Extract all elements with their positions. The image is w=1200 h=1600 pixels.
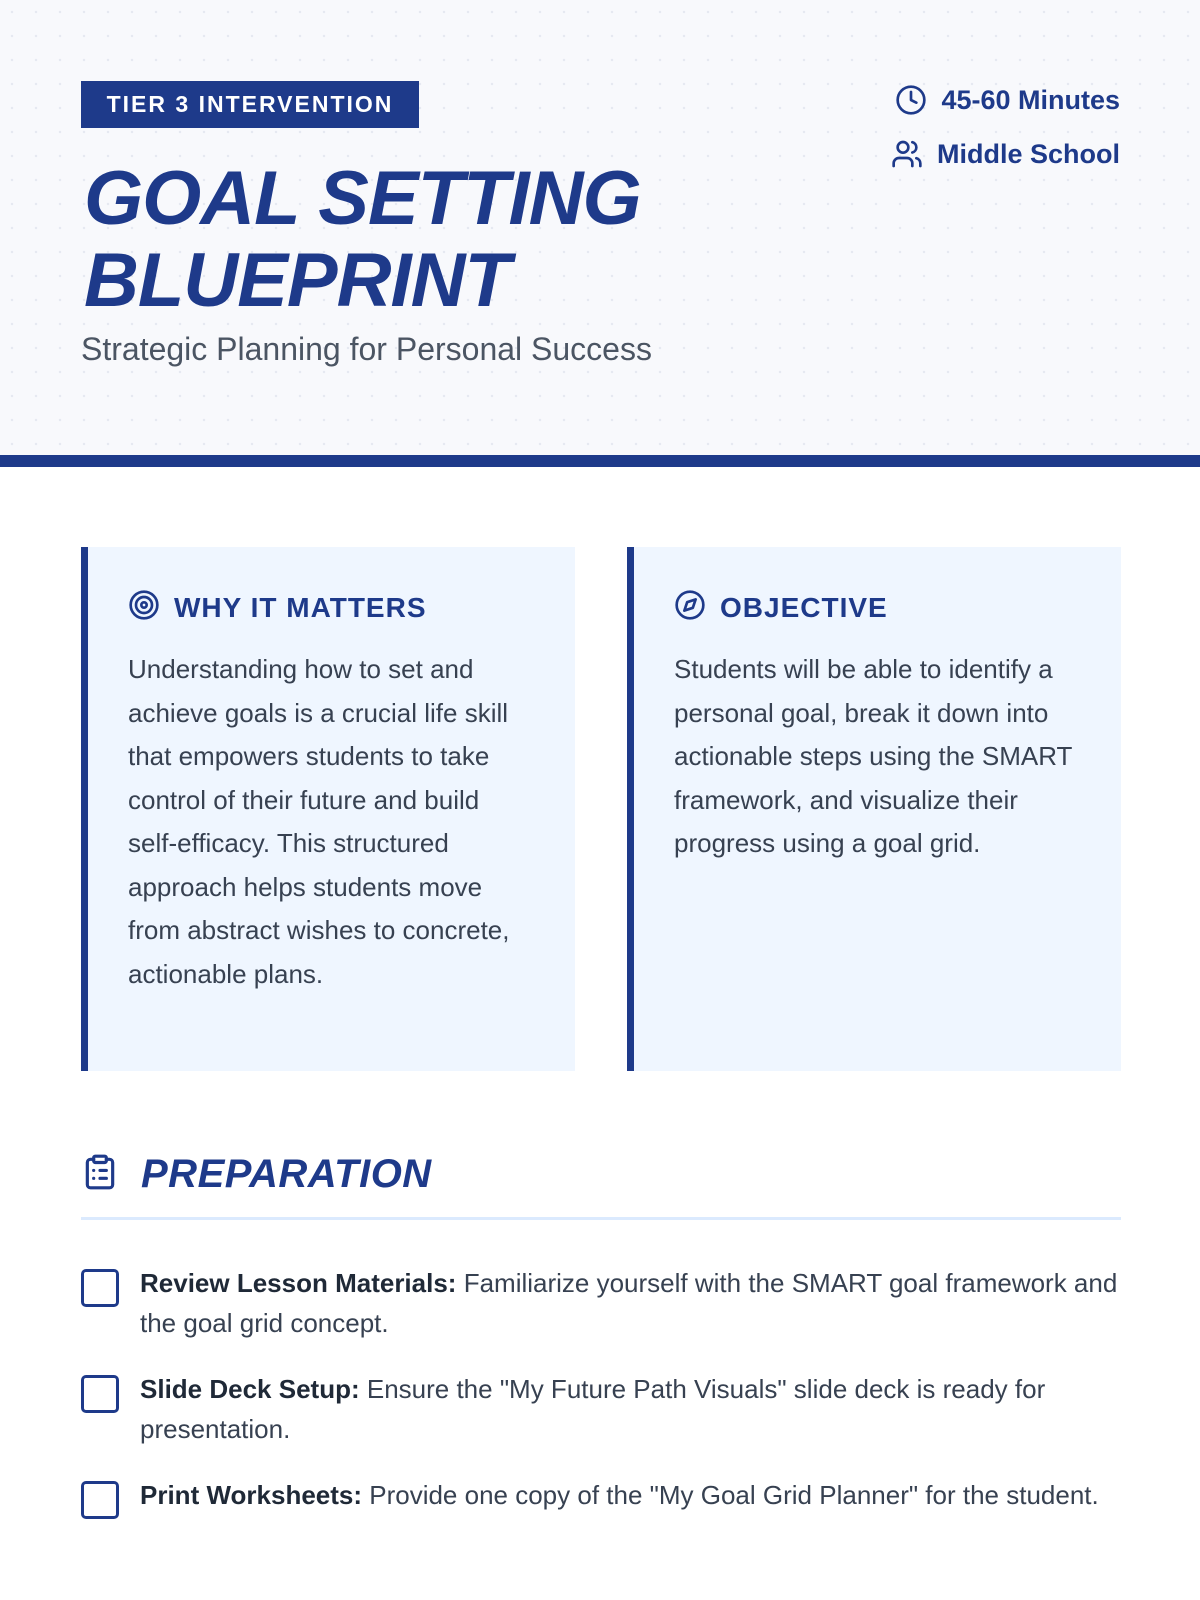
- why-it-matters-card: [81, 547, 575, 1071]
- level-text: Middle School: [936, 138, 1120, 169]
- checkbox[interactable]: [81, 1269, 119, 1307]
- title-line-1: GOAL SETTING: [84, 156, 641, 241]
- checklist-description: Ensure the "My Future Path Visuals" slide deck is ready for presentation.: [140, 1374, 1046, 1444]
- checklist-label: Slide Deck Setup:: [140, 1374, 360, 1404]
- checklist-text: [140, 1263, 1121, 1343]
- target-icon: [128, 589, 160, 626]
- checklist-item: [81, 1369, 1121, 1449]
- card-body: Students will be able to identify a personal goal, break it down into actionable steps using the SMART framework, and visualize their progress using a goal grid.: [674, 654, 1072, 858]
- duration-text: 45-60 Minutes: [941, 84, 1120, 115]
- checklist-item: [81, 1263, 1121, 1343]
- clock-icon: [895, 84, 927, 116]
- card-title: WHY IT MATTERS: [174, 591, 427, 623]
- compass-icon: [674, 589, 706, 626]
- section-title: PREPARATION: [141, 1152, 432, 1196]
- page-title: [84, 158, 641, 322]
- page-subtitle: Strategic Planning for Personal Success: [81, 331, 652, 367]
- checklist-text: [140, 1475, 1099, 1515]
- section-divider: [81, 1217, 1121, 1220]
- header: [0, 0, 1200, 455]
- tier-badge: TIER 3 INTERVENTION: [81, 81, 419, 128]
- card-title: OBJECTIVE: [720, 591, 888, 623]
- card-header: [128, 589, 535, 626]
- checklist-description: Provide one copy of the "My Goal Grid Planner" for the student.: [362, 1480, 1099, 1510]
- users-icon: [891, 138, 923, 170]
- checklist-label: Review Lesson Materials:: [140, 1268, 457, 1298]
- card-header: [674, 589, 1081, 626]
- checklist-label: Print Worksheets:: [140, 1480, 363, 1510]
- clipboard-icon: [81, 1153, 119, 1196]
- checklist-item: [81, 1475, 1121, 1519]
- preparation-checklist: [81, 1263, 1121, 1545]
- level-meta: [891, 138, 1120, 170]
- card-body: Understanding how to set and achieve goals is a crucial life skill that empowers students to take control of their future and build self-efficacy. This structured approach helps students move from abstract wishes to concrete, actionable plans.: [128, 654, 510, 989]
- checklist-text: [140, 1369, 1121, 1449]
- header-divider: [0, 455, 1200, 467]
- checklist-description: Familiarize yourself with the SMART goal framework and the goal grid concept.: [140, 1268, 1118, 1338]
- checkbox[interactable]: [81, 1375, 119, 1413]
- objective-card: [627, 547, 1121, 1071]
- duration-meta: [895, 84, 1120, 116]
- title-line-2: BLUEPRINT: [84, 238, 510, 323]
- checkbox[interactable]: [81, 1481, 119, 1519]
- preparation-header: [81, 1152, 432, 1197]
